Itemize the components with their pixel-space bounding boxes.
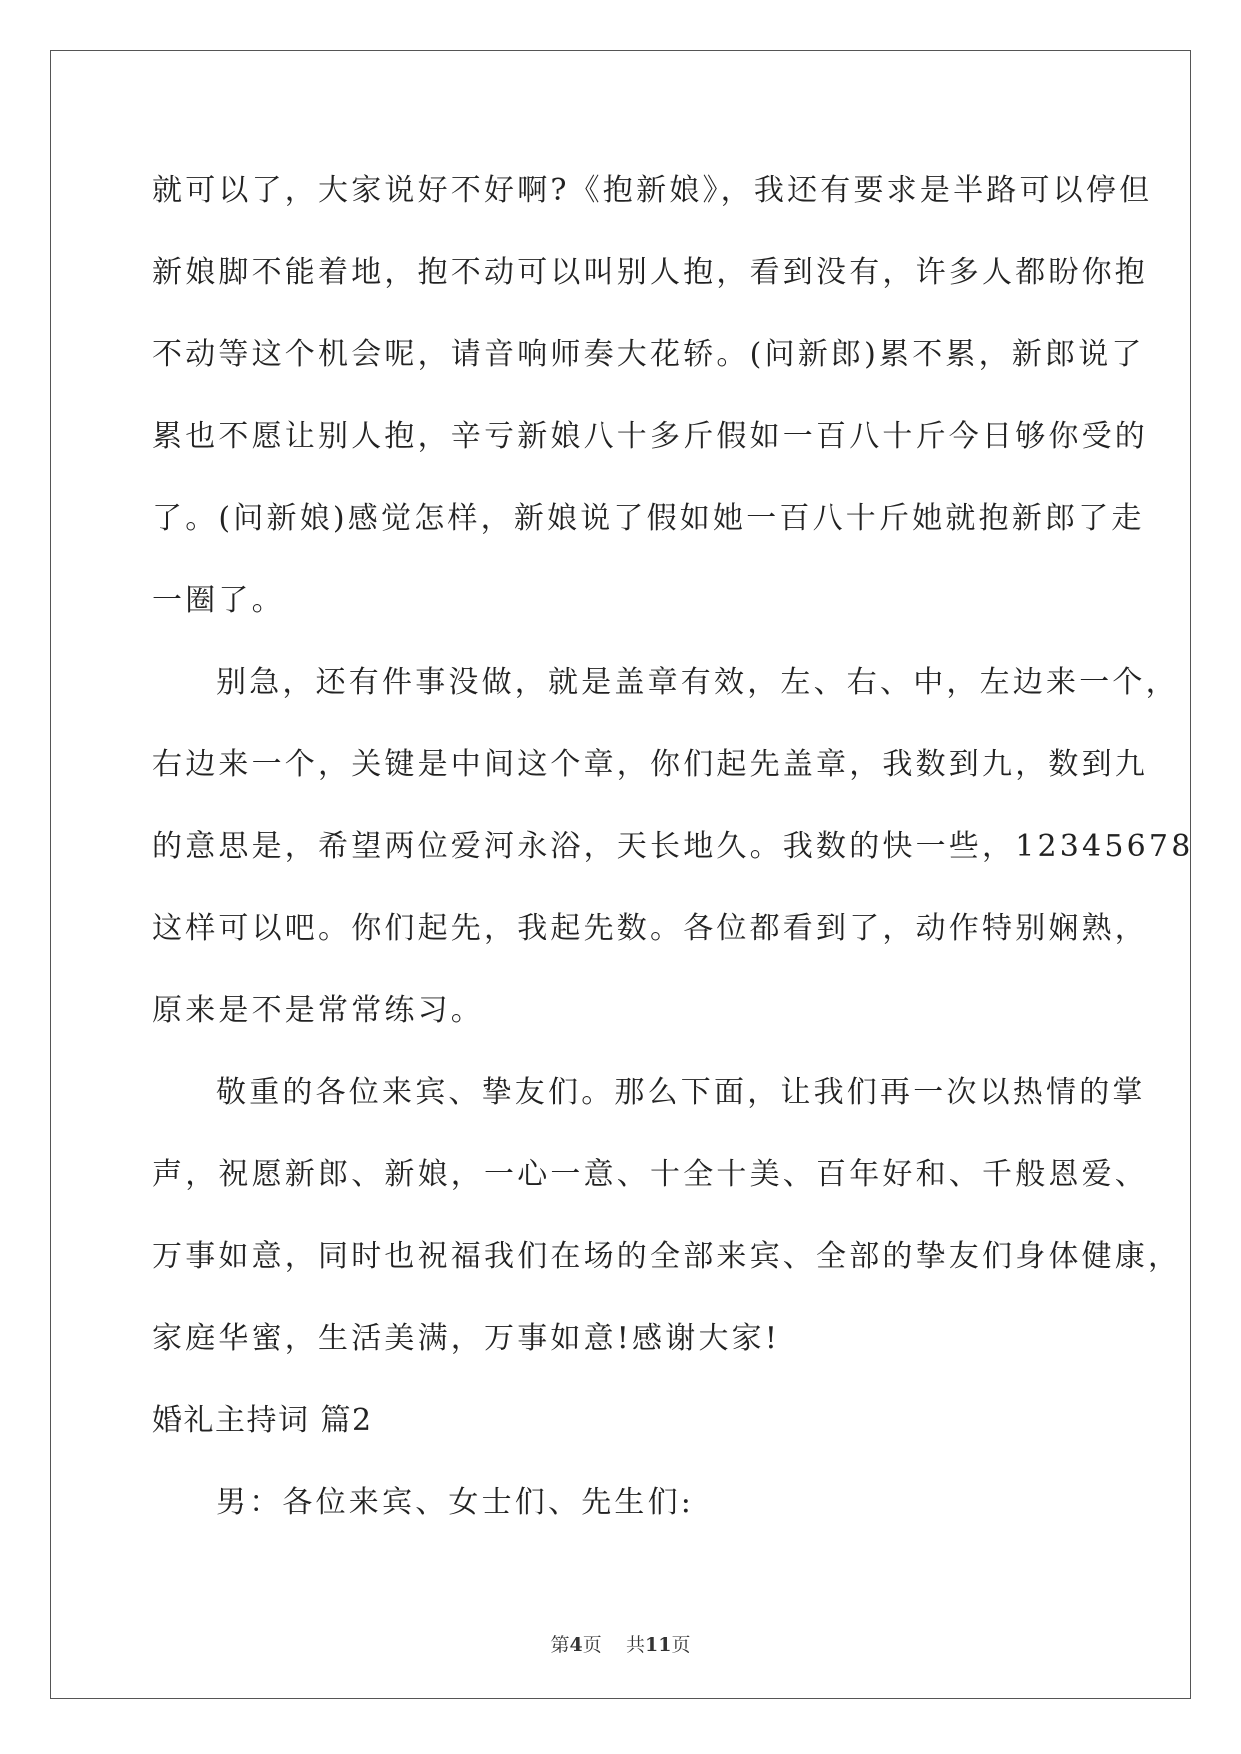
text-line: 不动等这个机会呢，请音响师奏大花轿。(问新郎)累不累，新郎说了 [152, 337, 1145, 372]
total-pages-number: 11 [644, 1634, 672, 1656]
text-line: 万事如意，同时也祝福我们在场的全部来宾、全部的挚友们身体健康， [152, 1239, 1182, 1274]
text-line: 这样可以吧。你们起先，我起先数。各位都看到了，动作特别娴熟， [152, 911, 1148, 946]
footer-prefix: 第 [550, 1634, 570, 1656]
text-line: 的意思是，希望两位爱河永浴，天长地久。我数的快一些，12345678 [152, 829, 1194, 864]
text-line: 一圈了。 [152, 583, 285, 618]
text-line: 声，祝愿新郎、新娘，一心一意、十全十美、百年好和、千般恩爱、 [152, 1157, 1148, 1192]
section-heading: 婚礼主持词 篇2 [152, 1403, 373, 1438]
document-body [152, 150, 1194, 1544]
text-line: 男：各位来宾、女士们、先生们: [216, 1485, 695, 1520]
footer-total-suffix: 页 [671, 1634, 691, 1656]
text-line: 家庭华蜜，生活美满，万事如意!感谢大家! [152, 1321, 781, 1356]
page-footer [0, 1630, 1241, 1657]
text-line: 敬重的各位来宾、挚友们。那么下面，让我们再一次以热情的掌 [216, 1075, 1146, 1110]
footer-total-prefix: 共 [625, 1634, 645, 1656]
text-line: 原来是不是常常练习。 [152, 993, 484, 1028]
text-line: 新娘脚不能着地，抱不动可以叫别人抱，看到没有，许多人都盼你抱 [152, 255, 1148, 290]
text-line: 右边来一个，关键是中间这个章，你们起先盖章，我数到九，数到九 [152, 747, 1148, 782]
text-line: 累也不愿让别人抱，辛亏新娘八十多斤假如一百八十斤今日够你受的 [152, 419, 1148, 454]
text-line: 了。(问新娘)感觉怎样，新娘说了假如她一百八十斤她就抱新郎了走 [152, 501, 1145, 536]
footer-page-word: 页 [582, 1634, 602, 1656]
text-line: 别急，还有件事没做，就是盖章有效，左、右、中，左边来一个， [216, 665, 1179, 700]
text-line: 就可以了，大家说好不好啊?《抱新娘》，我还有要求是半路可以停但 [152, 173, 1153, 208]
current-page-number: 4 [569, 1634, 583, 1656]
